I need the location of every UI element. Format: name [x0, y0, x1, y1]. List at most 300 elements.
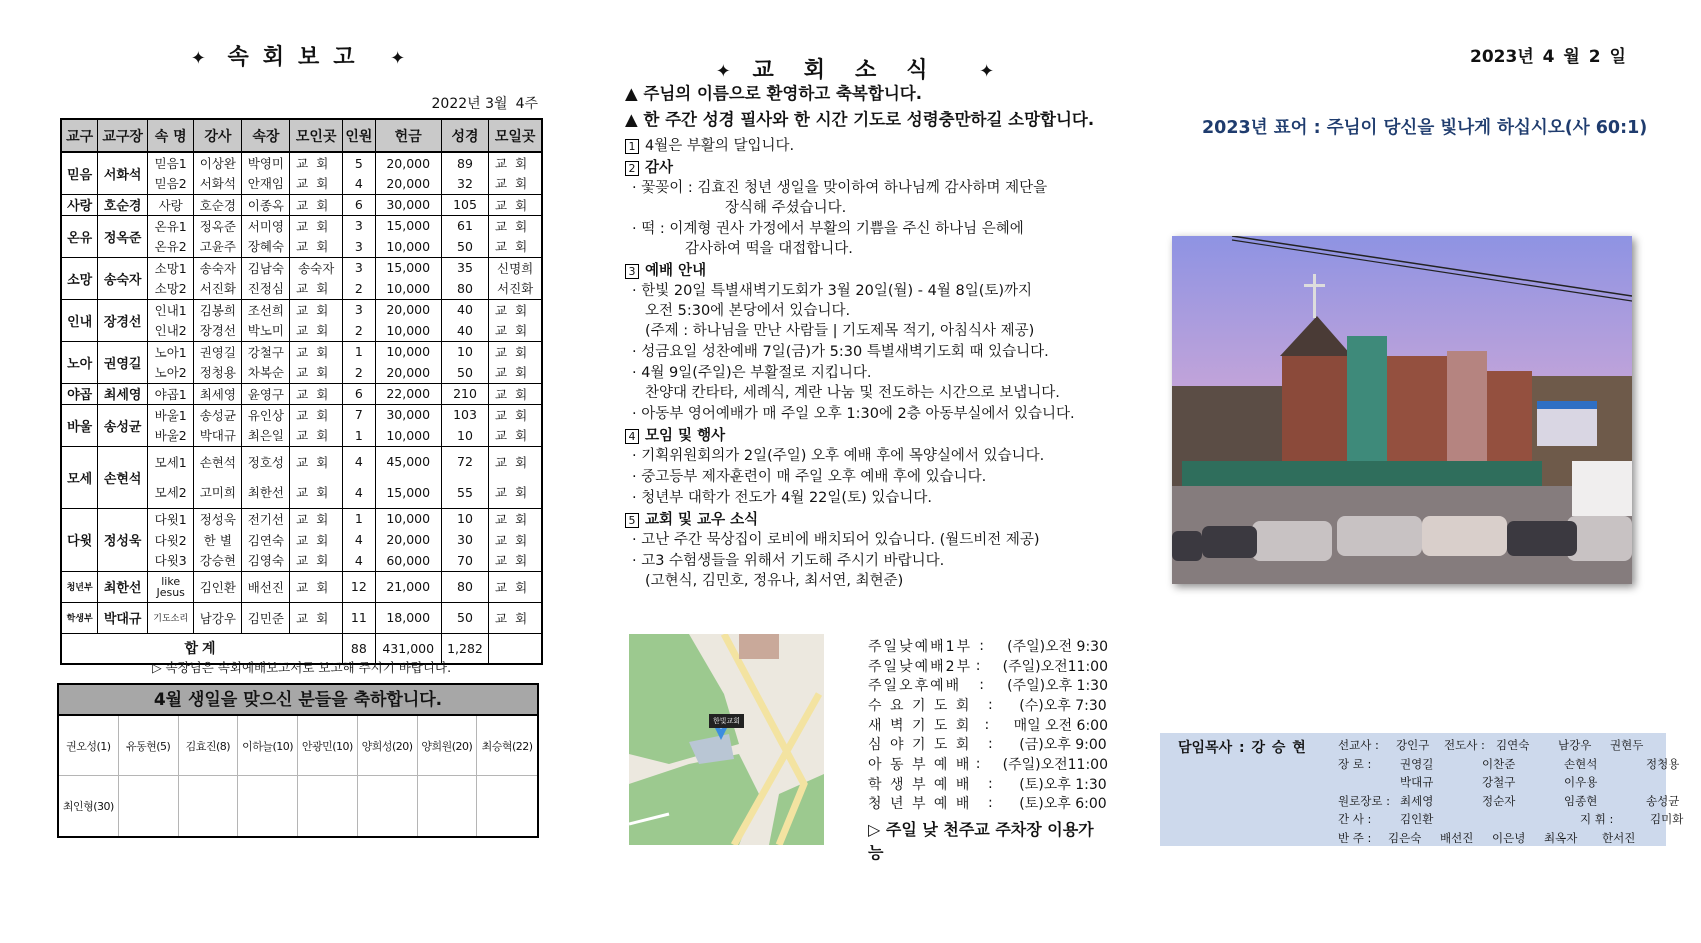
meeting-place: 교회	[290, 215, 343, 236]
offering: 21,000	[375, 571, 441, 602]
news-section-heading	[625, 510, 1105, 530]
teacher: 고윤주	[194, 236, 242, 257]
section-title: 예배 안내	[645, 263, 707, 279]
section-title: 4월은 부활의 달입니다.	[645, 138, 795, 154]
news-item	[625, 467, 1105, 487]
next-place: 교회	[489, 508, 542, 529]
cell-name	[148, 571, 194, 602]
cell-leader: 진정심	[242, 278, 290, 299]
bullet-icon: ·	[632, 283, 642, 299]
bullet-icon: ·	[632, 448, 642, 464]
service-name: 주일오후예배	[868, 678, 962, 695]
meeting-place: 교회	[290, 529, 343, 550]
news-item-line: 청년부 대학가 전도가 4월 22일(토) 있습니다.	[641, 490, 932, 506]
next-place: 교회	[489, 194, 542, 215]
cell-name: 믿음2	[148, 173, 194, 194]
attendance: 4	[343, 173, 376, 194]
cell-report-section	[58, 40, 538, 113]
bullet-icon: ·	[632, 180, 642, 196]
staff-row	[1338, 737, 1662, 753]
birthday-person	[418, 776, 478, 836]
birthday-person: 양희원(20)	[418, 716, 478, 776]
cell-name: 인내2	[148, 320, 194, 341]
cell-leader: 김영숙	[242, 550, 290, 571]
church-staff-box	[1160, 733, 1684, 846]
next-place: 교회	[489, 571, 542, 602]
section-title: 교회 및 교우 소식	[645, 512, 759, 528]
next-place: 교회	[489, 152, 542, 173]
bullet-icon: ·	[632, 406, 642, 422]
section-number: 2	[625, 161, 639, 176]
offering: 10,000	[375, 341, 441, 362]
teacher: 정청용	[194, 362, 242, 383]
bible-chapters: 55	[441, 477, 489, 508]
cell-name: 다윗1	[148, 508, 194, 529]
staff-name: 배선진	[1440, 830, 1474, 845]
cell-leader: 장혜숙	[242, 236, 290, 257]
next-place: 교회	[489, 529, 542, 550]
colon: :	[988, 736, 993, 753]
next-place: 교회	[489, 446, 542, 477]
cell-leader: 유인상	[242, 404, 290, 425]
bible-chapters: 30	[441, 529, 489, 550]
attendance: 1	[343, 341, 376, 362]
birthday-person: 권오성(1)	[59, 716, 119, 776]
district-name: 사랑	[61, 194, 98, 215]
birthday-person: 최인형(30)	[59, 776, 119, 836]
attendance: 2	[343, 278, 376, 299]
service-time: (토)오후 1:30	[1019, 776, 1107, 793]
news-item-line: 떡 : 이계형 권사 가정에서 부활의 기쁨을 주신 하나님 은혜에	[641, 221, 1024, 237]
meeting-place: 교회	[290, 362, 343, 383]
schedule-row	[868, 734, 1108, 754]
report-date: 2022년 3월 4주	[431, 96, 538, 112]
bible-chapters: 50	[441, 602, 489, 633]
district-leader: 박대규	[98, 602, 148, 633]
attendance: 4	[343, 550, 376, 571]
column-header: 교구장	[98, 119, 148, 152]
star-icon: ✦	[715, 61, 731, 82]
news-item-line: (고현식, 김민호, 정유나, 최서연, 최현준)	[645, 573, 904, 589]
service-name: 학 생 부 예 배	[868, 776, 972, 793]
cell-leader: 전기선	[242, 508, 290, 529]
total-count: 88	[343, 633, 376, 664]
bible-chapters: 103	[441, 404, 489, 425]
offering: 60,000	[375, 550, 441, 571]
cell-name: 다윗3	[148, 550, 194, 571]
table-row	[61, 341, 542, 362]
teacher: 정성욱	[194, 508, 242, 529]
table-header-row	[61, 119, 542, 152]
staff-role: 반 주 :	[1338, 830, 1372, 845]
service-time: (주일)오전11:00	[1002, 756, 1108, 773]
attendance: 3	[343, 236, 376, 257]
district-leader: 권영길	[98, 341, 148, 383]
location-map[interactable]	[629, 634, 824, 845]
bible-chapters: 32	[441, 173, 489, 194]
offering: 45,000	[375, 446, 441, 477]
cell-name: 모세2	[148, 477, 194, 508]
church-news-title: ✦ 교회소식 ✦	[715, 58, 995, 83]
district-name: 믿음	[61, 152, 98, 194]
news-headline: ▲ 한 주간 성경 필사와 한 시간 기도로 성령충만하길 소망합니다.	[625, 110, 1095, 129]
teacher: 고미희	[194, 477, 242, 508]
offering: 15,000	[375, 477, 441, 508]
birthday-person: 최승혁(22)	[477, 716, 537, 776]
bible-chapters: 50	[441, 362, 489, 383]
section-number: 3	[625, 264, 639, 279]
news-item	[625, 178, 1105, 218]
column-header: 모일곳	[489, 119, 542, 152]
colon: :	[975, 657, 981, 674]
service-name: 수 요 기 도 회	[868, 697, 972, 714]
staff-name: 지 휘 :	[1580, 812, 1614, 826]
teacher: 남강우	[194, 602, 242, 633]
district-name: 바울	[61, 404, 98, 446]
staff-name: 최세영	[1400, 793, 1434, 808]
birthday-person	[298, 776, 358, 836]
birthday-box	[57, 683, 539, 838]
birthday-person	[119, 776, 179, 836]
district-leader: 서화석	[98, 152, 148, 194]
bible-chapters: 210	[441, 383, 489, 404]
news-item-line: 고난 주간 묵상집이 로비에 배치되어 있습니다. (월드비전 제공)	[641, 532, 1040, 548]
teacher: 최세영	[194, 383, 242, 404]
staff-name: 강철구	[1482, 775, 1516, 789]
district-name: 인내	[61, 299, 98, 341]
cell-name: 온유1	[148, 215, 194, 236]
next-place: 교회	[489, 236, 542, 257]
teacher: 서진화	[194, 278, 242, 299]
meeting-place: 교회	[290, 425, 343, 446]
meeting-place: 교회	[290, 173, 343, 194]
news-section-heading	[625, 158, 1105, 178]
offering: 20,000	[375, 152, 441, 173]
bible-chapters: 70	[441, 550, 489, 571]
bullet-icon: ·	[632, 469, 642, 485]
table-row	[61, 152, 542, 173]
bible-chapters: 105	[441, 194, 489, 215]
district-leader: 정성욱	[98, 508, 148, 571]
next-place: 교회	[489, 341, 542, 362]
cell-leader: 배선진	[242, 571, 290, 602]
district-name: 모세	[61, 446, 98, 508]
meeting-place: 교회	[290, 194, 343, 215]
service-time: (주일)오전11:00	[1002, 658, 1108, 675]
cell-name: 온유2	[148, 236, 194, 257]
teacher: 강승현	[194, 550, 242, 571]
service-name: 새 벽 기 도 회	[868, 717, 972, 734]
meeting-place: 교회	[290, 477, 343, 508]
offering: 22,000	[375, 383, 441, 404]
teacher: 정옥준	[194, 215, 242, 236]
section-title: 모임 및 행사	[645, 428, 726, 444]
cell-name: 사랑	[148, 194, 194, 215]
cell-leader: 서미영	[242, 215, 290, 236]
cell-leader: 박영미	[242, 152, 290, 173]
attendance: 3	[343, 215, 376, 236]
cell-name: 인내1	[148, 299, 194, 320]
teacher: 호순경	[194, 194, 242, 215]
offering: 10,000	[375, 508, 441, 529]
meeting-place: 교회	[290, 383, 343, 404]
cell-leader: 이종옥	[242, 194, 290, 215]
birthday-person: 안광민(10)	[298, 716, 358, 776]
colon: :	[979, 677, 984, 694]
news-item-line: 아동부 영어예배가 매 주일 오후 1:30에 2층 아동부실에서 있습니다.	[641, 406, 1075, 422]
teacher: 손현석	[194, 446, 242, 477]
district-name: 노아	[61, 341, 98, 383]
staff-name: 권현두	[1610, 738, 1644, 752]
section-number: 1	[625, 139, 639, 154]
bible-chapters: 72	[441, 446, 489, 477]
table-row	[61, 257, 542, 278]
attendance: 3	[343, 299, 376, 320]
attendance: 1	[343, 508, 376, 529]
table-row	[61, 194, 542, 215]
attendance: 12	[343, 571, 376, 602]
column-header: 속장	[242, 119, 290, 152]
staff-name: 박대규	[1400, 775, 1434, 789]
news-item-line: (주제 : 하나님을 만난 사람들 | 기도제목 적기, 아침식사 제공)	[645, 323, 1035, 339]
bible-chapters: 50	[441, 236, 489, 257]
staff-name: 최옥자	[1544, 830, 1578, 845]
cell-leader: 윤영구	[242, 383, 290, 404]
bulletin-date: 2023년 4 월 2 일	[1470, 47, 1626, 67]
schedule-row	[868, 656, 1108, 676]
district-name: 학생부	[61, 602, 98, 633]
news-item-line: 중고등부 제자훈련이 매 주일 오후 예배 후에 있습니다.	[641, 469, 987, 485]
birthday-person: 이하늘(10)	[238, 716, 298, 776]
offering: 10,000	[375, 278, 441, 299]
birthday-person	[477, 776, 537, 836]
column-header: 성경	[441, 119, 489, 152]
cell-leader: 안재임	[242, 173, 290, 194]
district-leader: 최세영	[98, 383, 148, 404]
total-offering: 431,000	[375, 633, 441, 664]
meeting-place: 교회	[290, 320, 343, 341]
senior-pastor: 담임목사 : 강 승 현	[1178, 740, 1306, 756]
staff-role: 장 로 :	[1338, 756, 1372, 771]
district-name: 소망	[61, 257, 98, 299]
cell-report-table	[60, 118, 543, 665]
offering: 20,000	[375, 299, 441, 320]
attendance: 4	[343, 446, 376, 477]
bible-chapters: 80	[441, 571, 489, 602]
cell-leader: 최은일	[242, 425, 290, 446]
table-row	[61, 446, 542, 477]
meeting-place: 교회	[290, 404, 343, 425]
cell-name: 바울2	[148, 425, 194, 446]
next-place: 교회	[489, 425, 542, 446]
section-number: 5	[625, 513, 639, 528]
attendance: 2	[343, 320, 376, 341]
staff-name: 임종현	[1564, 793, 1598, 808]
colon: :	[975, 755, 981, 772]
section-number: 4	[625, 429, 639, 444]
news-item	[625, 551, 1105, 591]
staff-name: 강인구	[1396, 738, 1430, 752]
colon: :	[988, 795, 993, 812]
attendance: 7	[343, 404, 376, 425]
bible-chapters: 40	[441, 299, 489, 320]
bible-chapters: 10	[441, 508, 489, 529]
news-item	[625, 446, 1105, 466]
table-row	[61, 602, 542, 633]
bullet-icon: ·	[632, 365, 642, 381]
district-leader: 장경선	[98, 299, 148, 341]
attendance: 2	[343, 362, 376, 383]
table-row	[61, 571, 542, 602]
star-icon: ✦	[979, 61, 995, 82]
cell-name: 다윗2	[148, 529, 194, 550]
offering: 15,000	[375, 215, 441, 236]
bible-chapters: 10	[441, 341, 489, 362]
staff-name: 남강우	[1558, 738, 1592, 752]
star-icon: ✦	[190, 48, 206, 69]
news-item	[625, 530, 1105, 550]
district-leader: 정옥준	[98, 215, 148, 257]
cell-leader: 조선희	[242, 299, 290, 320]
table-row	[61, 215, 542, 236]
birthday-person	[358, 776, 418, 836]
offering: 18,000	[375, 602, 441, 633]
cell-leader: 박노미	[242, 320, 290, 341]
staff-name: 이우용	[1564, 775, 1598, 789]
meeting-place: 교회	[290, 341, 343, 362]
attendance: 3	[343, 257, 376, 278]
teacher: 장경선	[194, 320, 242, 341]
cell-name: 노아1	[148, 341, 194, 362]
annual-motto: 2023년 표어 : 주님이 당신을 빛나게 하십시오(사 60:1)	[1202, 118, 1648, 138]
cell-leader: 최한선	[242, 477, 290, 508]
next-place: 교회	[489, 550, 542, 571]
district-name: 온유	[61, 215, 98, 257]
meeting-place: 교회	[290, 236, 343, 257]
map-graphic	[629, 634, 824, 845]
service-time: (주일)오전 9:30	[1007, 638, 1108, 655]
cell-name: 바울1	[148, 404, 194, 425]
bullet-icon: ·	[632, 221, 642, 237]
meeting-place: 교회	[290, 299, 343, 320]
worship-schedule	[868, 636, 1108, 863]
service-name: 심 야 기 도 회	[868, 737, 972, 754]
news-item-line: 장식해 주셨습니다.	[725, 200, 847, 216]
section-title: 감사	[645, 160, 674, 176]
meeting-place: 교회	[290, 508, 343, 529]
service-time: (주일)오후 1:30	[1007, 678, 1108, 695]
map-marker-label: 한빛교회	[709, 714, 744, 728]
teacher: 한 별	[194, 529, 242, 550]
offering: 10,000	[375, 320, 441, 341]
news-item	[625, 219, 1105, 259]
next-place: 교회	[489, 404, 542, 425]
news-item-line: 한빛 20일 특별새벽기도회가 3월 20일(월) - 4월 8일(토)까지	[641, 283, 1033, 299]
staff-name: 송성균	[1646, 793, 1680, 808]
attendance: 6	[343, 383, 376, 404]
district-name: 야곱	[61, 383, 98, 404]
service-name: 아 동 부 예 배	[868, 756, 972, 773]
news-item-line: 고3 수험생들을 위해서 기도해 주시기 바랍니다.	[641, 553, 945, 569]
staff-row	[1338, 830, 1660, 846]
attendance: 4	[343, 477, 376, 508]
staff-name: 한서진	[1602, 830, 1636, 845]
teacher: 박대규	[194, 425, 242, 446]
attendance: 5	[343, 152, 376, 173]
service-time: 매일 오전 6:00	[1013, 717, 1108, 734]
next-place: 교회	[489, 320, 542, 341]
birthday-person: 김효진(8)	[179, 716, 239, 776]
cell-leader: 김연숙	[242, 529, 290, 550]
schedule-row	[868, 695, 1108, 715]
table-row	[61, 299, 542, 320]
news-section-heading	[625, 426, 1105, 446]
offering: 20,000	[375, 173, 441, 194]
church-news	[625, 84, 1105, 592]
district-leader: 호순경	[98, 194, 148, 215]
meeting-place: 송숙자	[290, 257, 343, 278]
district-leader: 최한선	[98, 571, 148, 602]
cell-name: 기도소리	[148, 602, 194, 633]
news-item-line: 꽃꽂이 : 김효진 청년 생일을 맞이하여 하나님께 감사하며 제단을	[641, 180, 1048, 196]
column-header: 헌금	[375, 119, 441, 152]
news-item	[625, 404, 1105, 424]
staff-role: 간 사 :	[1338, 812, 1372, 826]
cell-leader: 강철구	[242, 341, 290, 362]
birthday-title: 4월 생일을 맞으신 분들을 축하합니다.	[59, 685, 537, 716]
offering: 10,000	[375, 236, 441, 257]
service-name: 주일낮예배2부	[868, 658, 973, 675]
staff-row	[1338, 793, 1701, 809]
teacher: 김인환	[194, 571, 242, 602]
schedule-row	[868, 754, 1108, 774]
colon: :	[988, 775, 993, 792]
attendance: 6	[343, 194, 376, 215]
teacher: 송성균	[194, 404, 242, 425]
birthday-person	[238, 776, 298, 836]
column-header: 교구	[61, 119, 98, 152]
service-name: 청 년 부 예 배	[868, 796, 972, 813]
cell-name-line: Jesus	[156, 585, 185, 599]
staff-row	[1338, 756, 1701, 772]
colon: :	[988, 696, 993, 713]
next-place: 교회	[489, 602, 542, 633]
news-headline: ▲ 주님의 이름으로 환영하고 축복합니다.	[625, 84, 922, 103]
table-row	[61, 383, 542, 404]
district-leader: 송숙자	[98, 257, 148, 299]
offering: 10,000	[375, 425, 441, 446]
meeting-place: 교회	[290, 602, 343, 633]
bullet-icon: ·	[632, 553, 642, 569]
cell-name: 야곱1	[148, 383, 194, 404]
news-item	[625, 342, 1105, 362]
teacher: 이상완	[194, 152, 242, 173]
staff-name: 이은녕	[1492, 830, 1526, 845]
staff-row	[1338, 811, 1701, 827]
cell-leader: 김민준	[242, 602, 290, 633]
staff-name: 정청용	[1646, 756, 1680, 771]
staff-role: 원로장로 :	[1338, 793, 1390, 808]
next-place: 교회	[489, 362, 542, 383]
offering: 20,000	[375, 529, 441, 550]
cell-leader: 차복순	[242, 362, 290, 383]
meeting-place: 교회	[290, 278, 343, 299]
next-place: 교회	[489, 215, 542, 236]
cell-name-line: like	[161, 574, 181, 588]
bible-chapters: 61	[441, 215, 489, 236]
staff-name: 권영길	[1400, 756, 1434, 771]
birthday-person: 유동현(5)	[119, 716, 179, 776]
